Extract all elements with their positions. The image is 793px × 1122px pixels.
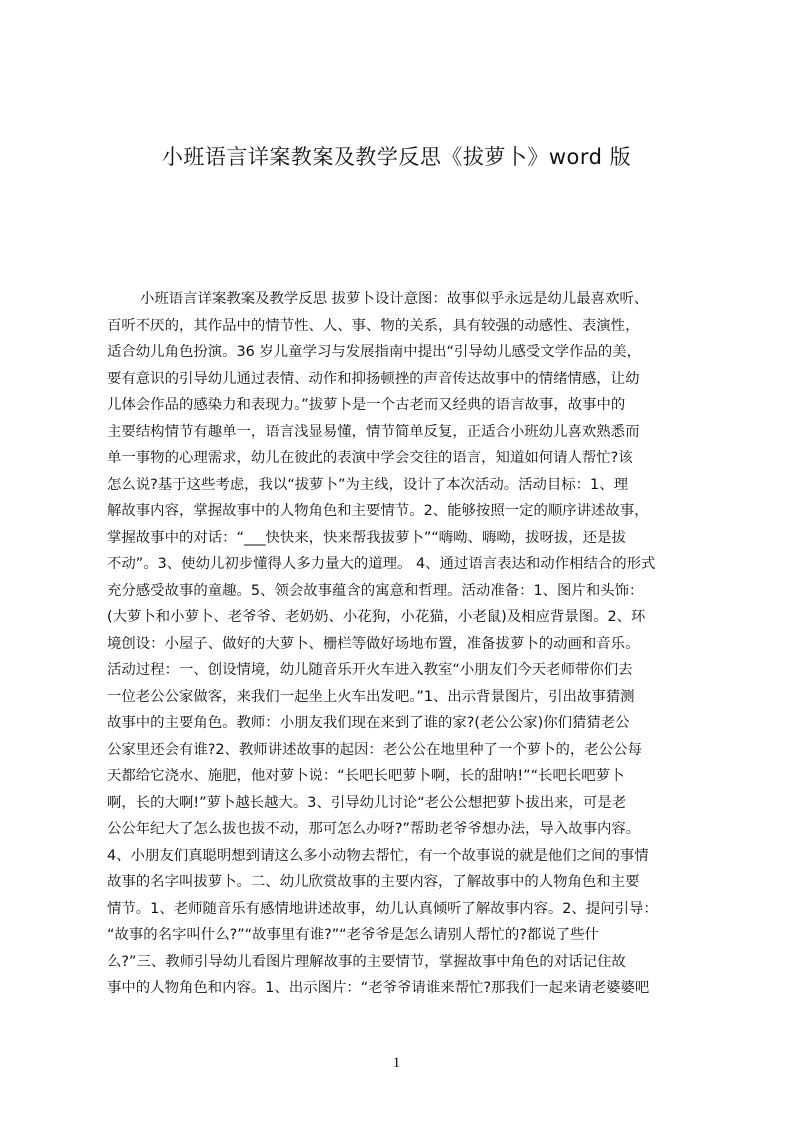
paragraph-line: (大萝卜和小萝卜、老爷爷、老奶奶、小花狗，小花猫，小老鼠)及相应背景图。2、环 (107, 609, 646, 625)
paragraph-line: 不动”。3、使幼儿初步懂得人多力量大的道理。 4、通过语言表达和动作相结合的形式 (107, 556, 656, 572)
paragraph-line: 公公年纪大了怎么拔也拔不动，那可怎么办呀?”帮助老爷爷想办法，导入故事内容。 (107, 821, 641, 837)
paragraph-line: 小班语言详案教案及教学反思 拔萝卜设计意图：故事似乎永远是幼儿最喜欢听、 (140, 291, 649, 307)
paragraph-line: 情节。1、老师随音乐有感情地讲述故事，幼儿认真倾听了解故事内容。2、提问引导： (107, 900, 658, 917)
paragraph-line: 掌握故事中的对话：“___快快来，快来帮我拔萝卜”“嗨呦、嗨呦，拔呀拔，还是拔 (107, 529, 626, 546)
paragraph-line: 一位老公公家做客，来我们一起坐上火车出发吧。”1、出示背景图片，引出故事猜测 (107, 688, 635, 705)
paragraph-line: 充分感受故事的童趣。5、领会故事蕴含的寓意和哲理。活动准备：1、图片和头饰： (107, 582, 644, 599)
paragraph-line: 故事中的主要角色。教师：小朋友我们现在来到了谁的家?(老公公家)你们猜猜老公 (107, 715, 630, 731)
paragraph-line: 啊，长的大啊!”萝卜越长越大。3、引导幼儿讨论“老公公想把萝卜拔出来，可是老 (107, 794, 627, 811)
paragraph-line: 主要结构情节有趣单一，语言浅显易懂，情节简单反复，正适合小班幼儿喜欢熟悉而 (107, 423, 640, 440)
paragraph-line: 单一事物的心理需求，幼儿在彼此的表演中学会交往的语言，知道如何请人帮忙?该 (107, 450, 633, 466)
paragraph-line: 活动过程：一、创设情境，幼儿随音乐开火车进入教室“小朋友们今天老师带你们去 (107, 662, 633, 678)
paragraph-line: 百听不厌的，其作品中的情节性、人、事、物的关系，具有较强的动感性、表演性， (107, 317, 640, 334)
paragraph-line: 4、小朋友们真聪明想到请这么多小动物去帮忙，有一个故事说的就是他们之间的事情 (107, 847, 649, 864)
document-body (107, 286, 711, 1002)
page-number: 1 (392, 1055, 401, 1071)
paragraph-line: “故事的名字叫什么?”“故事里有谁?”“老爷爷是怎么请别人帮忙的?都说了些什 (107, 927, 599, 943)
document-title: 小班语言详案教案及教学反思《拔萝卜》word 版 (161, 145, 632, 169)
paragraph-line: 境创设：小屋子、做好的大萝卜、栅栏等做好场地布置，准备拔萝卜的动画和音乐。 (107, 635, 640, 652)
paragraph-line: 适合幼儿角色扮演。36 岁儿童学习与发展指南中提出“引导幼儿感受文学作品的美， (107, 344, 642, 360)
paragraph-line: 儿体会作品的感染力和表现力。”拔萝卜是一个古老而又经典的语言故事，故事中的 (107, 397, 626, 413)
paragraph-line: 故事的名字叫拔萝卜。二、幼儿欣赏故事的主要内容，了解故事中的人物角色和主要 (107, 874, 640, 890)
paragraph-line: 要有意识的引导幼儿通过表情、动作和抑扬顿挫的声音传达故事中的情绪情感，让幼 (107, 370, 640, 387)
paragraph-line: 公家里还会有谁?2、教师讲述故事的起因：老公公在地里种了一个萝卜的，老公公每 (107, 741, 642, 758)
paragraph-line: 怎么说?基于这些考虑，我以“拔萝卜”为主线，设计了本次活动。活动目标：1、理 (107, 476, 628, 493)
paragraph-line: 天都给它浇水、施肥，他对萝卜说：“长吧长吧萝卜啊，长的甜呐!”“长吧长吧萝卜 (107, 768, 625, 784)
paragraph-line: 事中的人物角色和内容。1、出示图片：“老爷爷请谁来帮忙?那我们一起来请老婆婆吧 (107, 980, 650, 996)
paragraph-line: 么?”三、教师引导幼儿看图片理解故事的主要情节，掌握故事中角色的对话记住故 (107, 953, 626, 970)
paragraph-line: 解故事内容，掌握故事中的人物角色和主要情节。2、能够按照一定的顺序讲述故事， (107, 503, 649, 519)
